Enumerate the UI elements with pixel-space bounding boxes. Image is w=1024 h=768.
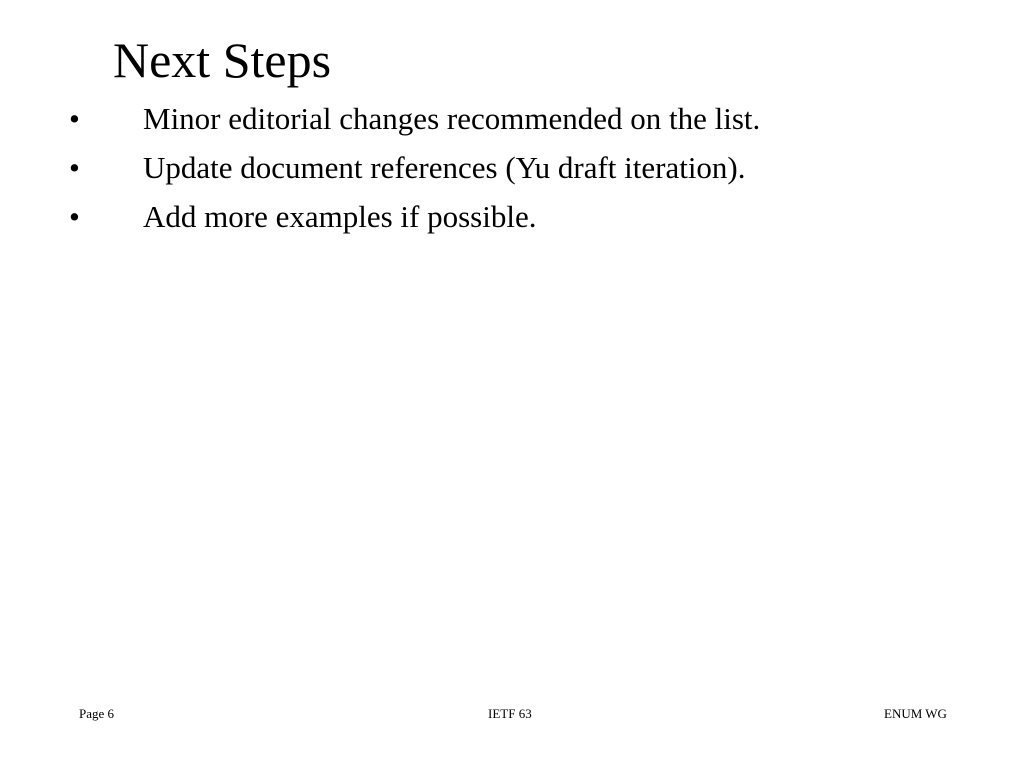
bullet-text: Minor editorial changes recommended on the list. [143,101,761,136]
footer-group: ENUM WG [884,706,947,721]
bullet-icon: • [69,199,80,234]
bullet-list [0,96,1024,243]
footer-event: IETF 63 [488,706,532,721]
bullet-text: Add more examples if possible. [143,199,537,234]
bullet-item [0,145,1024,194]
bullet-text: Update document references (Yu draft iteration). [143,150,746,185]
bullet-item [0,96,1024,145]
bullet-icon: • [69,150,80,185]
footer-page-number: Page 6 [79,706,115,721]
slide-title: Next Steps [113,32,332,88]
bullet-icon: • [69,101,80,136]
bullet-item [0,194,1024,243]
